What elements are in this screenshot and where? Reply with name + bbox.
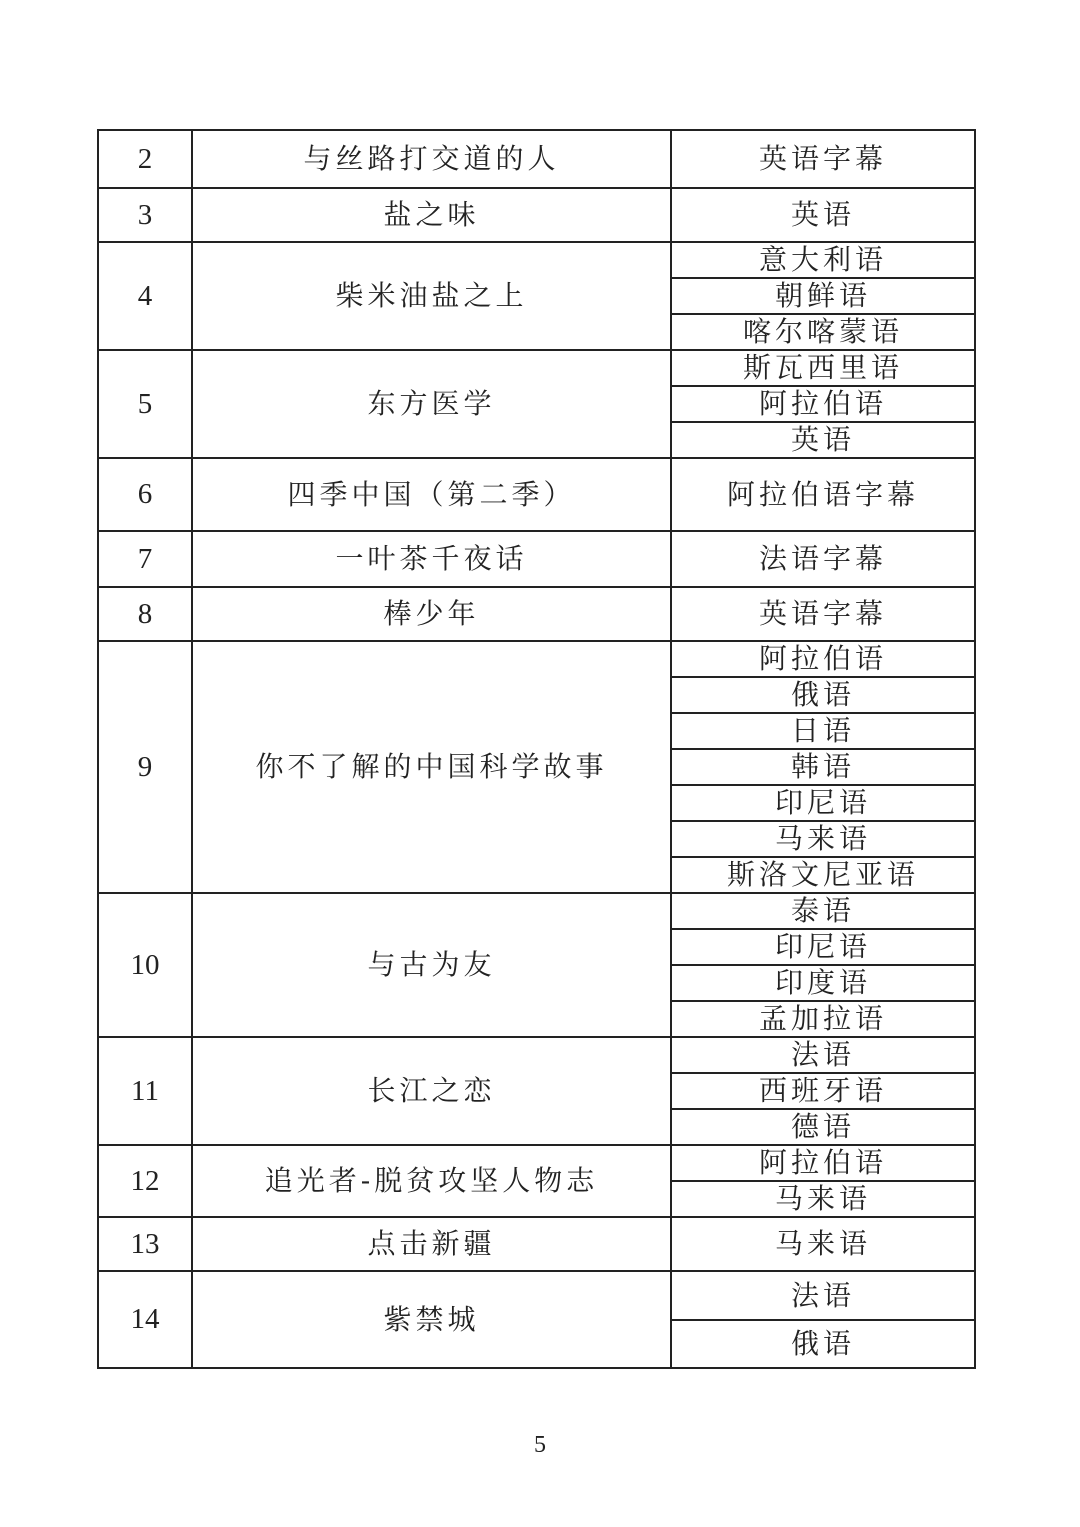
- program-title-cell: 与丝路打交道的人: [192, 130, 671, 188]
- program-title-cell: 棒少年: [192, 587, 671, 641]
- language-cell: 法语: [671, 1271, 975, 1320]
- program-title-cell: 紫禁城: [192, 1271, 671, 1368]
- row-number-cell: 2: [98, 130, 192, 188]
- language-cell: 印尼语: [671, 929, 975, 965]
- language-cell: 德语: [671, 1109, 975, 1145]
- row-number-cell: 12: [98, 1145, 192, 1217]
- program-title-cell: 柴米油盐之上: [192, 242, 671, 350]
- language-cell: 阿拉伯语字幕: [671, 458, 975, 531]
- row-number-cell: 4: [98, 242, 192, 350]
- table-row: [98, 587, 975, 641]
- language-cell: 斯瓦西里语: [671, 350, 975, 386]
- table-row: [98, 350, 975, 386]
- language-cell: 阿拉伯语: [671, 386, 975, 422]
- page-number: 5: [534, 1432, 546, 1458]
- row-number-cell: 6: [98, 458, 192, 531]
- language-cell: 俄语: [671, 677, 975, 713]
- language-cell: 阿拉伯语: [671, 1145, 975, 1181]
- program-title-cell: 点击新疆: [192, 1217, 671, 1271]
- language-cell: 英语字幕: [671, 587, 975, 641]
- language-cell: 英语: [671, 422, 975, 458]
- table-row: [98, 641, 975, 677]
- table-row: [98, 130, 975, 188]
- table-row: [98, 242, 975, 278]
- language-cell: 斯洛文尼亚语: [671, 857, 975, 893]
- table-row: [98, 1271, 975, 1320]
- language-cell: 朝鲜语: [671, 278, 975, 314]
- program-title-cell: 一叶茶千夜话: [192, 531, 671, 587]
- row-number-cell: 5: [98, 350, 192, 458]
- table-row: [98, 1145, 975, 1181]
- table-row: [98, 1217, 975, 1271]
- table-row: [98, 893, 975, 929]
- row-number-cell: 13: [98, 1217, 192, 1271]
- language-cell: 孟加拉语: [671, 1001, 975, 1037]
- row-number-cell: 10: [98, 893, 192, 1037]
- language-cell: 阿拉伯语: [671, 641, 975, 677]
- language-cell: 英语字幕: [671, 130, 975, 188]
- program-title-cell: 与古为友: [192, 893, 671, 1037]
- language-cell: 日语: [671, 713, 975, 749]
- language-cell: 俄语: [671, 1320, 975, 1368]
- language-cell: 意大利语: [671, 242, 975, 278]
- program-title-cell: 追光者-脱贫攻坚人物志: [192, 1145, 671, 1217]
- program-title-cell: 东方医学: [192, 350, 671, 458]
- row-number-cell: 8: [98, 587, 192, 641]
- row-number-cell: 9: [98, 641, 192, 893]
- program-title-cell: 盐之味: [192, 188, 671, 242]
- program-title-cell: 长江之恋: [192, 1037, 671, 1145]
- language-cell: 印尼语: [671, 785, 975, 821]
- row-number-cell: 3: [98, 188, 192, 242]
- row-number-cell: 11: [98, 1037, 192, 1145]
- language-cell: 韩语: [671, 749, 975, 785]
- language-cell: 印度语: [671, 965, 975, 1001]
- program-table: [97, 129, 976, 1369]
- language-cell: 英语: [671, 188, 975, 242]
- table-row: [98, 458, 975, 531]
- program-table-body: [98, 130, 975, 1368]
- table-row: [98, 188, 975, 242]
- language-cell: 法语: [671, 1037, 975, 1073]
- language-cell: 马来语: [671, 1217, 975, 1271]
- program-title-cell: 四季中国（第二季）: [192, 458, 671, 531]
- row-number-cell: 14: [98, 1271, 192, 1368]
- row-number-cell: 7: [98, 531, 192, 587]
- table-row: [98, 1037, 975, 1073]
- language-cell: 法语字幕: [671, 531, 975, 587]
- language-cell: 西班牙语: [671, 1073, 975, 1109]
- language-cell: 马来语: [671, 1181, 975, 1217]
- language-cell: 喀尔喀蒙语: [671, 314, 975, 350]
- table-row: [98, 531, 975, 587]
- language-cell: 马来语: [671, 821, 975, 857]
- program-title-cell: 你不了解的中国科学故事: [192, 641, 671, 893]
- language-cell: 泰语: [671, 893, 975, 929]
